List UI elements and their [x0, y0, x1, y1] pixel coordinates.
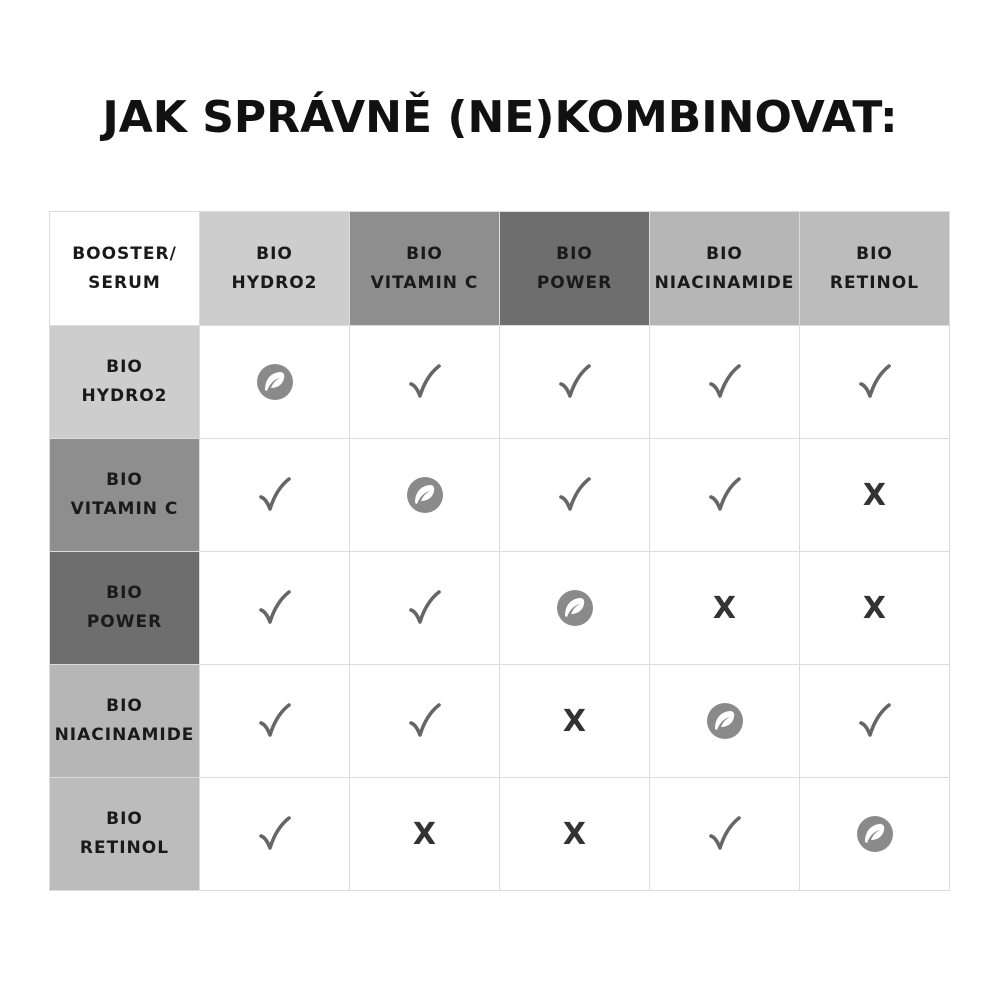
- check-icon: [708, 815, 742, 853]
- page-title: JAK SPRÁVNĚ (NE)KOMBINOVAT:: [102, 92, 898, 143]
- cross-mark: X: [862, 477, 887, 513]
- leaf-logo-icon: [706, 702, 744, 740]
- matrix-cell: [800, 326, 950, 439]
- check-icon: [408, 363, 442, 401]
- matrix-cell: [200, 326, 350, 439]
- check-icon: [258, 815, 292, 853]
- corner-label-line1: BOOSTER/: [72, 243, 177, 264]
- column-header-power: BIO POWER: [500, 212, 650, 326]
- matrix-cell: [800, 439, 950, 552]
- matrix-cell: [350, 552, 500, 665]
- check-icon: [708, 363, 742, 401]
- column-header-niacinamide: BIO NIACINAMIDE: [650, 212, 800, 326]
- cross-mark: X: [862, 590, 887, 626]
- cross-mark: X: [412, 816, 437, 852]
- matrix-cell: [350, 326, 500, 439]
- matrix-cell: [200, 778, 350, 891]
- column-header-hydro2: BIO HYDRO2: [200, 212, 350, 326]
- check-icon: [408, 702, 442, 740]
- row-header-niacinamide: BIO NIACINAMIDE: [50, 665, 200, 778]
- matrix-cell: [200, 439, 350, 552]
- leaf-logo-icon: [556, 589, 594, 627]
- matrix-cell: [800, 552, 950, 665]
- column-header-vitamin-c: BIO VITAMIN C: [350, 212, 500, 326]
- matrix-cell: [800, 665, 950, 778]
- header-row: [50, 212, 950, 326]
- check-icon: [858, 363, 892, 401]
- check-icon: [558, 476, 592, 514]
- matrix-cell: [500, 439, 650, 552]
- leaf-logo-icon: [406, 476, 444, 514]
- leaf-logo-icon: [256, 363, 294, 401]
- matrix-cell: [650, 439, 800, 552]
- matrix-cell: [350, 439, 500, 552]
- row-retinol: [50, 778, 950, 891]
- matrix-cell: [650, 665, 800, 778]
- check-icon: [408, 589, 442, 627]
- matrix-cell: [500, 778, 650, 891]
- matrix-cell: [350, 665, 500, 778]
- matrix-cell: [500, 665, 650, 778]
- check-icon: [858, 702, 892, 740]
- row-header-power: BIO POWER: [50, 552, 200, 665]
- matrix-cell: [200, 552, 350, 665]
- leaf-logo-icon: [856, 815, 894, 853]
- row-vitamin-c: [50, 439, 950, 552]
- row-header-hydro2: BIO HYDRO2: [50, 326, 200, 439]
- matrix-cell: [500, 552, 650, 665]
- row-niacinamide: [50, 665, 950, 778]
- check-icon: [708, 476, 742, 514]
- check-icon: [258, 702, 292, 740]
- row-header-vitamin-c: BIO VITAMIN C: [50, 439, 200, 552]
- matrix-cell: [350, 778, 500, 891]
- column-header-retinol: BIO RETINOL: [800, 212, 950, 326]
- matrix-cell: [500, 326, 650, 439]
- row-hydro2: [50, 326, 950, 439]
- check-icon: [258, 476, 292, 514]
- cross-mark: X: [562, 816, 587, 852]
- row-header-retinol: BIO RETINOL: [50, 778, 200, 891]
- matrix-cell: [200, 665, 350, 778]
- check-icon: [258, 589, 292, 627]
- corner-label-line2: SERUM: [88, 272, 161, 293]
- compatibility-table: [49, 211, 950, 891]
- row-power: [50, 552, 950, 665]
- matrix-cell: [800, 778, 950, 891]
- cross-mark: X: [562, 703, 587, 739]
- cross-mark: X: [712, 590, 737, 626]
- check-icon: [558, 363, 592, 401]
- matrix-cell: [650, 552, 800, 665]
- corner-header: [50, 212, 200, 326]
- matrix-cell: [650, 778, 800, 891]
- matrix-cell: [650, 326, 800, 439]
